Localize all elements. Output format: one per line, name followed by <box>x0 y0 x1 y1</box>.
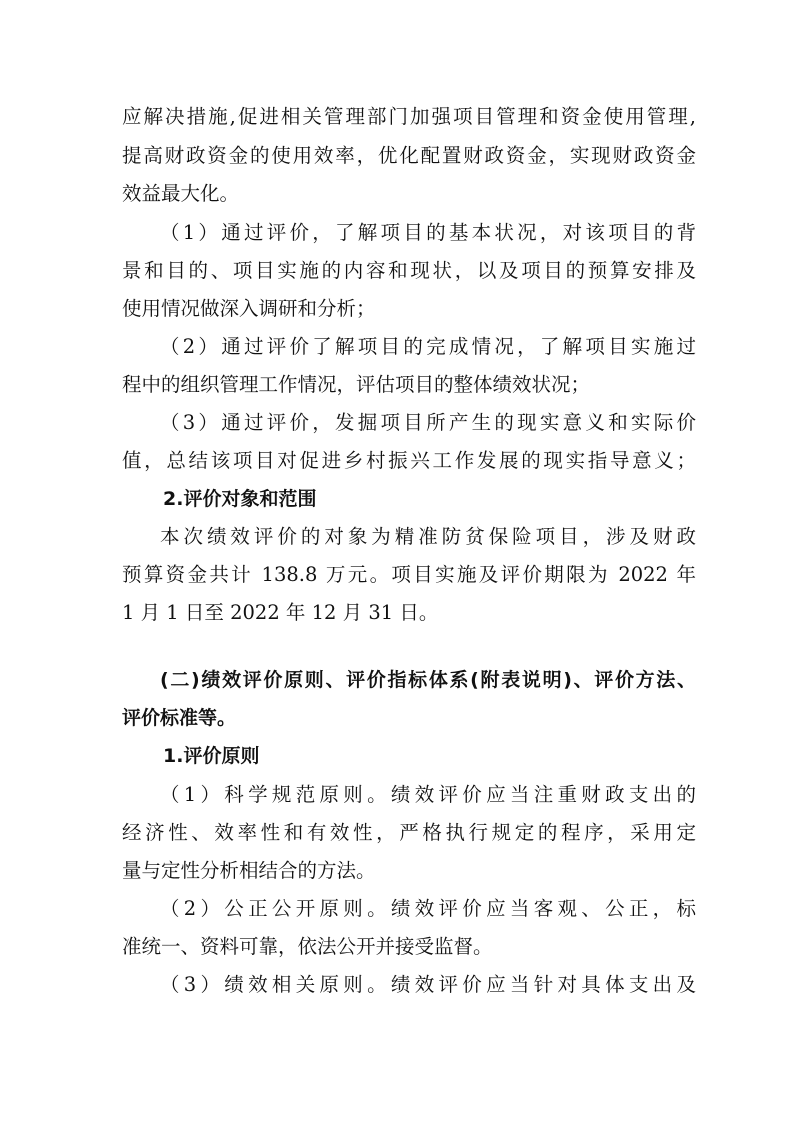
text-line: 使用情况做深入调研和分析； <box>122 297 376 320</box>
text-line: 本次绩效评价的对象为精准防贫保险项目，涉及财政 <box>160 525 696 548</box>
text-line: （2）通过评价了解项目的完成情况，了解项目实施过 <box>160 335 696 358</box>
text-line: （1）通过评价，了解项目的基本状况，对该项目的背 <box>160 221 696 244</box>
text-line: （3）绩效相关原则。绩效评价应当针对具体支出及 <box>160 973 696 996</box>
text-line: 值，总结该项目对促进乡村振兴工作发展的现实指导意义； <box>122 449 696 472</box>
text-line: 量与定性分析相结合的方法。 <box>122 859 376 882</box>
text-line: 景和目的、项目实施的内容和现状，以及项目的预算安排及 <box>122 259 696 282</box>
text-line: 应解决措施,促进相关管理部门加强项目管理和资金使用管理, <box>122 105 696 128</box>
text-line: 提高财政资金的使用效率，优化配置财政资金，实现财政资金 <box>122 144 696 167</box>
subsection-heading: 2.评价对象和范围 <box>163 488 317 510</box>
text-line: 经济性、效率性和有效性，严格执行规定的程序，采用定 <box>122 821 696 844</box>
text-line: 效益最大化。 <box>122 182 240 205</box>
text-line: （3）通过评价，发掘项目所产生的现实意义和实际价 <box>160 411 696 434</box>
text-line: 1 月 1 日至 2022 年 12 月 31 日。 <box>122 601 439 624</box>
text-line: 预算资金共计 138.8 万元。项目实施及评价期限为 2022 年 <box>122 563 696 586</box>
text-line: 准统一、资料可靠，依法公开并接受监督。 <box>122 935 493 958</box>
text-line: 程中的组织管理工作情况，评估项目的整体绩效状况； <box>122 373 591 396</box>
text-line: （2）公正公开原则。绩效评价应当客观、公正，标 <box>160 897 696 920</box>
section-heading: (二)绩效评价原则、评价指标体系(附表说明)、评价方法、 <box>160 669 696 691</box>
section-heading: 评价标准等。 <box>122 707 237 729</box>
subsection-heading: 1.评价原则 <box>163 745 260 767</box>
text-line: （1）科学规范原则。绩效评价应当注重财政支出的 <box>160 783 696 806</box>
